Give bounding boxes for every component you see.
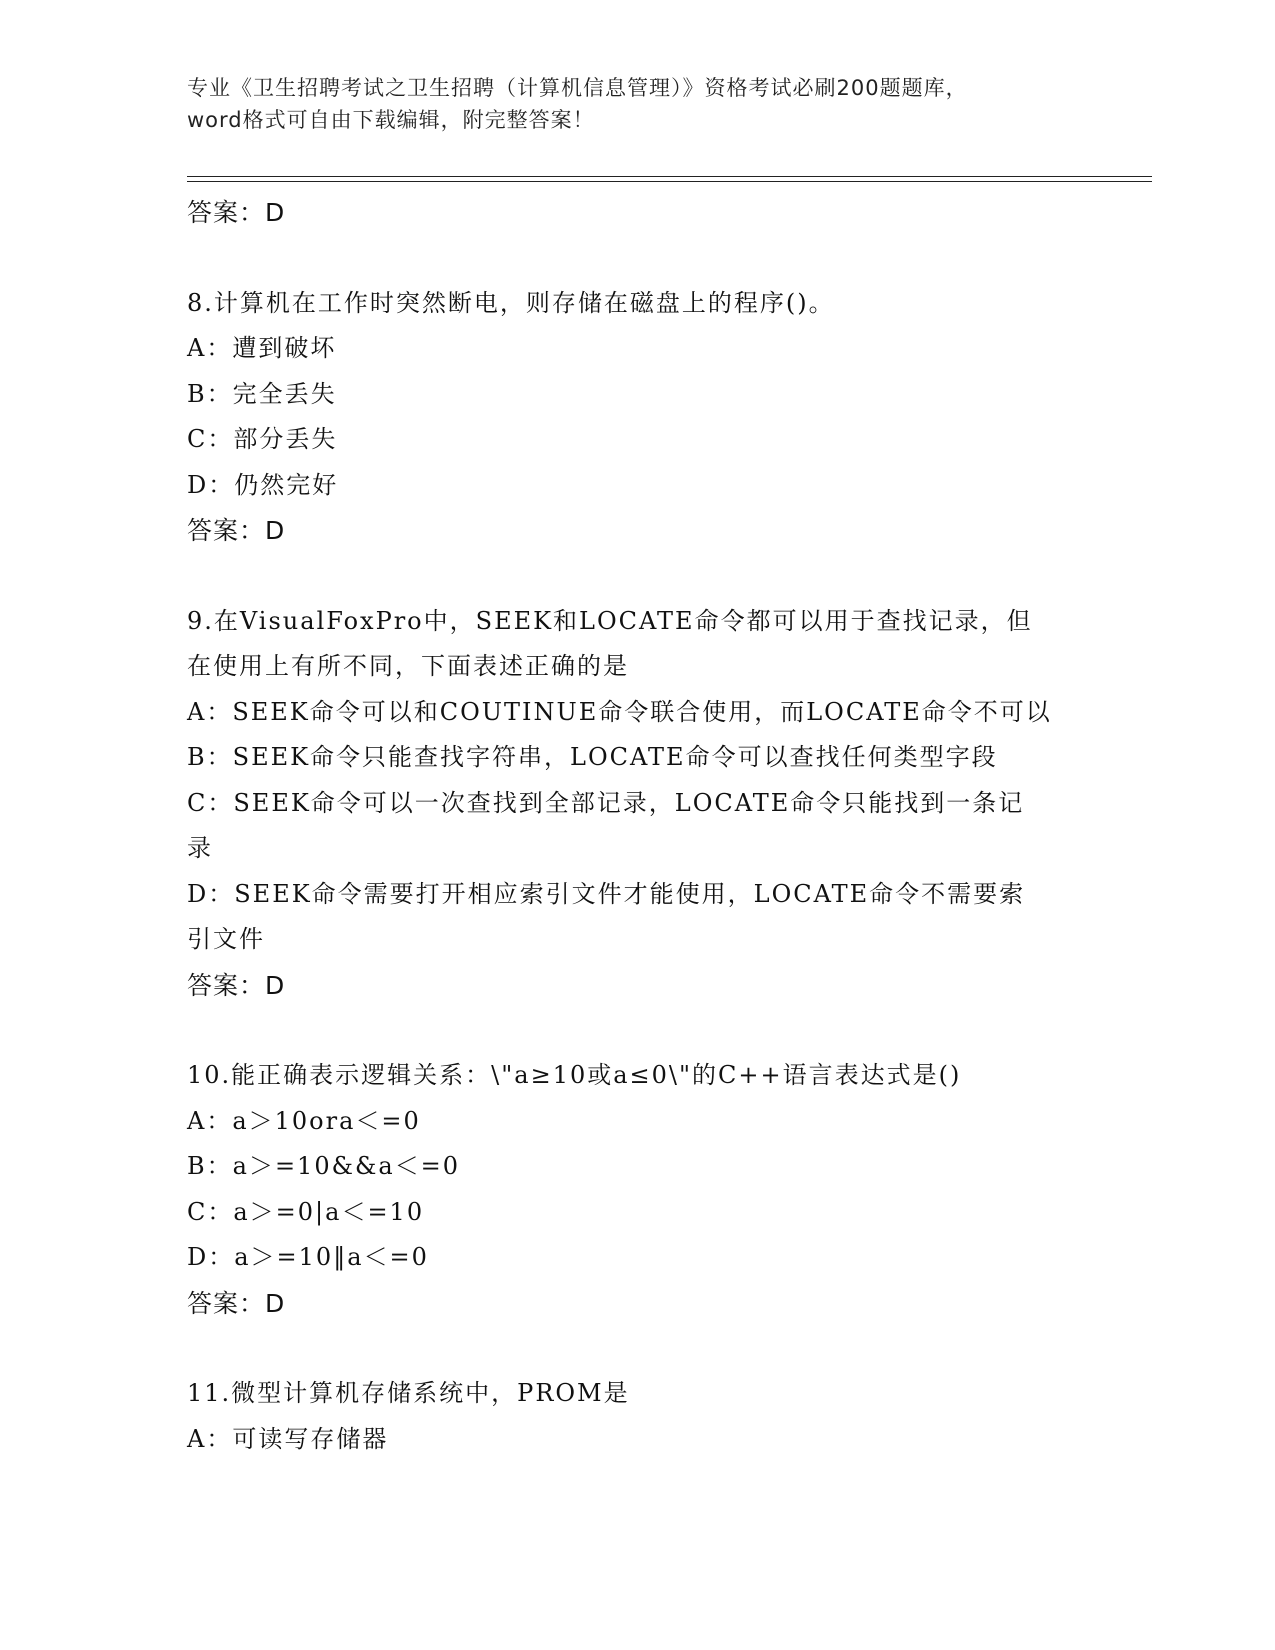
section-gap (187, 1008, 1087, 1053)
question-list (187, 281, 1087, 1463)
section-gap (187, 554, 1087, 599)
question-block (187, 599, 1087, 1054)
header-divider-bottom (187, 181, 1152, 182)
question-block (187, 1053, 1087, 1371)
question-stem: 在使用上有所不同，下面表述正确的是 (187, 652, 629, 680)
question-stem: 10.能正确表示逻辑关系：\"a≥10或a≤0\"的C++语言表达式是() (187, 1061, 962, 1089)
header-divider-top (187, 176, 1152, 177)
answer-option: D：SEEK命令需要打开相应索引文件才能使用，LOCATE命令不需要索 (187, 879, 1026, 908)
question-stem: 11.微型计算机存储系统中，PROM是 (187, 1379, 630, 1407)
answer-option: D：a＞=10‖a＜=0 (187, 1243, 429, 1271)
question-block (187, 1371, 1087, 1462)
document-header (187, 72, 1087, 136)
answer-label: 答案：D (187, 970, 286, 1000)
answer-option: A：遭到破坏 (187, 334, 337, 362)
answer-option: A：a＞10ora＜=0 (187, 1106, 421, 1135)
answer-option: A：可读写存储器 (187, 1424, 389, 1453)
question-stem: 9.在VisualFoxPro中，SEEK和LOCATE命令都可以用于查找记录，但 (187, 606, 1033, 635)
answer-option: C：SEEK命令可以一次查找到全部记录，LOCATE命令只能找到一条记 (187, 788, 1025, 817)
section-gap (187, 1326, 1087, 1371)
answer-option: C：a＞=0|a＜=10 (187, 1197, 425, 1226)
answer-label: 答案：D (187, 1288, 286, 1318)
answer-option: 录 (187, 834, 213, 862)
answer-label: 答案：D (187, 198, 286, 227)
header-line-2: word格式可自由下载编辑，附完整答案！ (187, 108, 595, 132)
question-block (187, 281, 1087, 599)
answer-option: B：a＞=10&&a＜=0 (187, 1152, 461, 1180)
section-gap (187, 236, 1087, 281)
header-line-1: 专业《卫生招聘考试之卫生招聘（计算机信息管理）》资格考试必刷200题题库， (187, 76, 968, 100)
answer-option: B：完全丢失 (187, 379, 337, 408)
answer-option: B：SEEK命令只能查找字符串，LOCATE命令可以查找任何类型字段 (187, 743, 998, 771)
answer-option: C：部分丢失 (187, 425, 338, 453)
document-body (187, 190, 1087, 1462)
answer-label: 答案：D (187, 516, 286, 545)
answer-option: A：SEEK命令可以和COUTINUE命令联合使用，而LOCATE命令不可以 (187, 697, 1052, 726)
answer-option: D：仍然完好 (187, 470, 339, 499)
answer-option: 引文件 (187, 925, 265, 953)
question-stem: 8.计算机在工作时突然断电，则存储在磁盘上的程序()。 (187, 288, 835, 317)
